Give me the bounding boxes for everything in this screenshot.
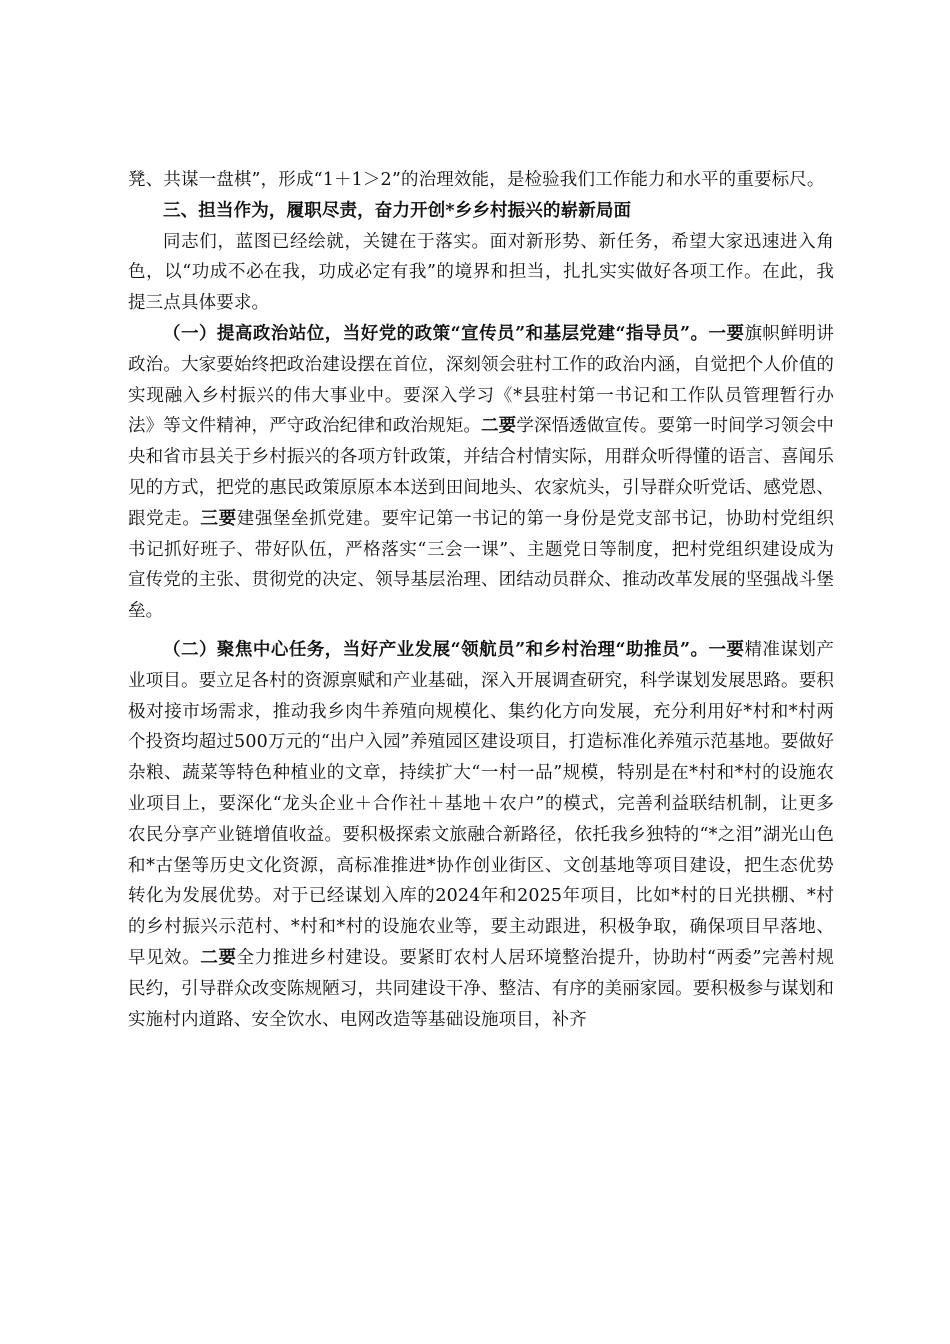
requirement-1-keyword-2: 二要 — [481, 416, 517, 437]
requirement-2-keyword-2: 二要 — [200, 947, 237, 968]
paragraph-continued: 凳、共谋一盘棋”，形成“1＋1＞2”的治理效能，是检验我们工作能力和水平的重要标尺。 — [128, 170, 825, 190]
paragraph-requirement-1 — [128, 319, 834, 627]
requirement-1-text-3: 建强堡垒抓党建。要牢记第一书记的第一身份是党支部书记，协助村党组织书记抓好班子、带好队伍，严格落实“三会一课”、主题党日等制度，把村党组织建设成为宣传党的主张、贯彻党的决定、领导基层治理、团结动员群众、推动改革发展的坚强战斗堡垒。 — [128, 508, 834, 622]
paragraph-intro: 同志们，蓝图已经绘就，关键在于落实。面对新形势、新任务，希望大家迅速进入角色，以“功成不必在我，功成必定有我”的境界和担当，扎扎实实做好各项工作。在此，我提三点具体要求。 — [128, 231, 834, 314]
requirement-1-text-1: 旗帜鲜明讲政治。大家要始终把政治建设摆在首位，深刻领会驻村工作的政治内涵，自觉把个人价值的实现融入乡村振兴的伟大事业中。要深入学习《*县驻村第一书记和工作队员管理暂行办法》等文件精神，严守政治纪律和政治规矩。 — [128, 323, 834, 437]
requirement-2-text-2: 全力推进乡村建设。要紧盯农村人居环境整治提升，协助村“两委”完善村规民约，引导群众改变陈规陋习，共同建设干净、整洁、有序的美丽家园。要积极参与谋划和实施村内道路、安全饮水、电网改造等基础设施项目，补齐 — [128, 947, 834, 1030]
section-heading: 三、担当作为，履职尽责，奋力开创*乡乡村振兴的崭新局面 — [163, 200, 632, 221]
document-body — [128, 165, 834, 1035]
requirement-1-text-2: 学深悟透做宣传。要第一时间学习领会中央和省市县关于乡村振兴的各项方针政策，并结合村情实际，用群众听得懂的语言、喜闻乐见的方式，把党的惠民政策原原本本送到田间地头、农家炕头，引导群众听党话、感党恩、跟党走。 — [128, 416, 835, 529]
requirement-2-text-1: 精准谋划产业项目。要立足各村的资源禀赋和产业基础，深入开展调查研究，科学谋划发展思路。要积极对接市场需求，推动我乡肉牛养殖向规模化、集约化方向发展，充分利用好*村和*村两个投资均超过500万元的“出户入园”养殖园区建设项目，打造标准化养殖示范基地。要做好杂粮、蔬菜等特色种植业的文章，持续扩大“一村一品”规模，特别是在*村和*村的设施农业项目上，要深化“龙头企业＋合作社＋基地＋农户”的模式，完善利益联结机制，让更多农民分享产业链增值收益。要积极探索文旅融合新路径，依托我乡独特的“*之泪”湖光山色和*古堡等历史文化资源，高标准推进*协作创业街区、文创基地等项目建设，把生态优势转化为发展优势。对于已经谋划入库的2024年和2025年项目，比如*村的日光拱棚、*村的乡村振兴示范村、*村和*村的设施农业等，要主动跟进，积极争取，确保项目早落地、早见效。 — [128, 639, 834, 968]
requirement-1-heading: （一）提高政治站位，当好党的政策“宣传员”和基层党建“指导员”。一要 — [163, 323, 745, 344]
requirement-2-heading: （二）聚焦中心任务，当好产业发展“领航员”和乡村治理“助推员”。一要 — [163, 639, 745, 660]
requirement-1-keyword-3: 三要 — [200, 508, 237, 529]
paragraph-requirement-2 — [128, 635, 834, 1035]
